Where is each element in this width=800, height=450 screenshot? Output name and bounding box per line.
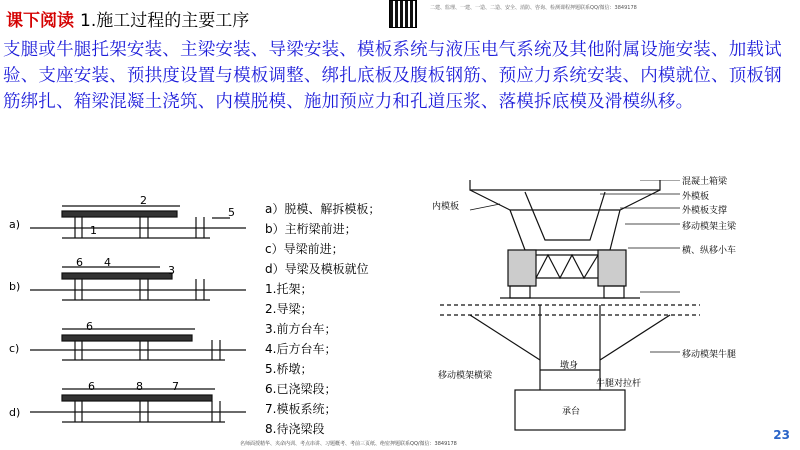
step-a-label: a) (9, 218, 21, 231)
figure-area (0, 177, 800, 442)
callout-d-7: 7 (172, 380, 179, 393)
label-main-beam: 移动模架主梁 (682, 222, 737, 232)
top-watermark: 二建、监理、一建、一造、二造、安全、消防、咨询、检测课程押题联系QQ/微信：3849178 (430, 5, 637, 11)
footer-watermark: 名师面授精华、夹命内训、考点串讲、习题概考、考前三页纸、绝密押题联系QQ/微信：3849178 (240, 441, 457, 447)
label-outer-form: 外模板 (682, 192, 710, 202)
label-outer-support: 外模板支撑 (682, 206, 728, 216)
qr-code (389, 0, 417, 28)
step-c-label: c) (9, 342, 20, 355)
callout-a-2: 2 (140, 194, 147, 207)
callout-a-1: 1 (90, 224, 97, 237)
label-pier: 墩身 (560, 361, 579, 371)
legend-item: 7.模板系统； (265, 402, 337, 416)
legend-item: a）脱模、解拆模板； (265, 202, 381, 216)
legend-item: d）导梁及模板就位 (265, 262, 369, 276)
legend-item: 3.前方台车； (265, 322, 337, 336)
callout-b-3: 3 (168, 264, 175, 277)
construction-diagrams (0, 180, 800, 442)
process-paragraph: 支腿或牛腿托架安装、主梁安装、导梁安装、模板系统与液压电气系统及其他附属设施安装、加载试验、支座安装、预拱度设置与模板调整、绑扎底板及腹板钢筋、预应力系统安装、内模就位、顶板钢筋绑扎、箱梁混凝土浇筑、内模脱模、施加预应力和孔道压浆、落模拆底模及滑模纵移。 (3, 40, 782, 112)
label-cap: 承台 (562, 407, 581, 417)
legend-item: 2.导梁； (265, 302, 313, 316)
step-d-label: d) (9, 406, 21, 419)
label-cross-beam: 移动模架横梁 (438, 371, 493, 381)
callout-b-6: 6 (76, 256, 83, 269)
slide-heading (6, 10, 249, 32)
legend-item: 1.托架； (265, 282, 313, 296)
label-concrete-box: 混凝土箱梁 (682, 177, 728, 187)
legend-item: c）导梁前进； (265, 242, 344, 256)
legend-item: 8.待浇梁段 (265, 422, 325, 436)
callout-c-6: 6 (86, 320, 93, 333)
legend-item: 6.已浇梁段； (265, 382, 337, 396)
label-tie-rod: 牛腿对拉杆 (596, 379, 642, 389)
page-number: 23 (773, 428, 790, 442)
heading-title: 1.施工过程的主要工序 (80, 11, 250, 31)
legend-item: 4.后方台车； (265, 342, 337, 356)
legend-item: b）主桁梁前进； (265, 222, 357, 236)
heading-tag: 课下阅读 (6, 11, 74, 31)
callout-d-6: 6 (88, 380, 95, 393)
label-trolley: 横、纵移小车 (682, 246, 737, 256)
callout-d-8: 8 (136, 380, 143, 393)
callout-a-5: 5 (228, 206, 235, 219)
label-inner-form: 内模板 (432, 202, 460, 212)
legend-item: 5.桥墩； (265, 362, 313, 376)
callout-b-4: 4 (104, 256, 111, 269)
label-corbel: 移动模架牛腿 (682, 350, 737, 360)
step-b-label: b) (9, 280, 21, 293)
